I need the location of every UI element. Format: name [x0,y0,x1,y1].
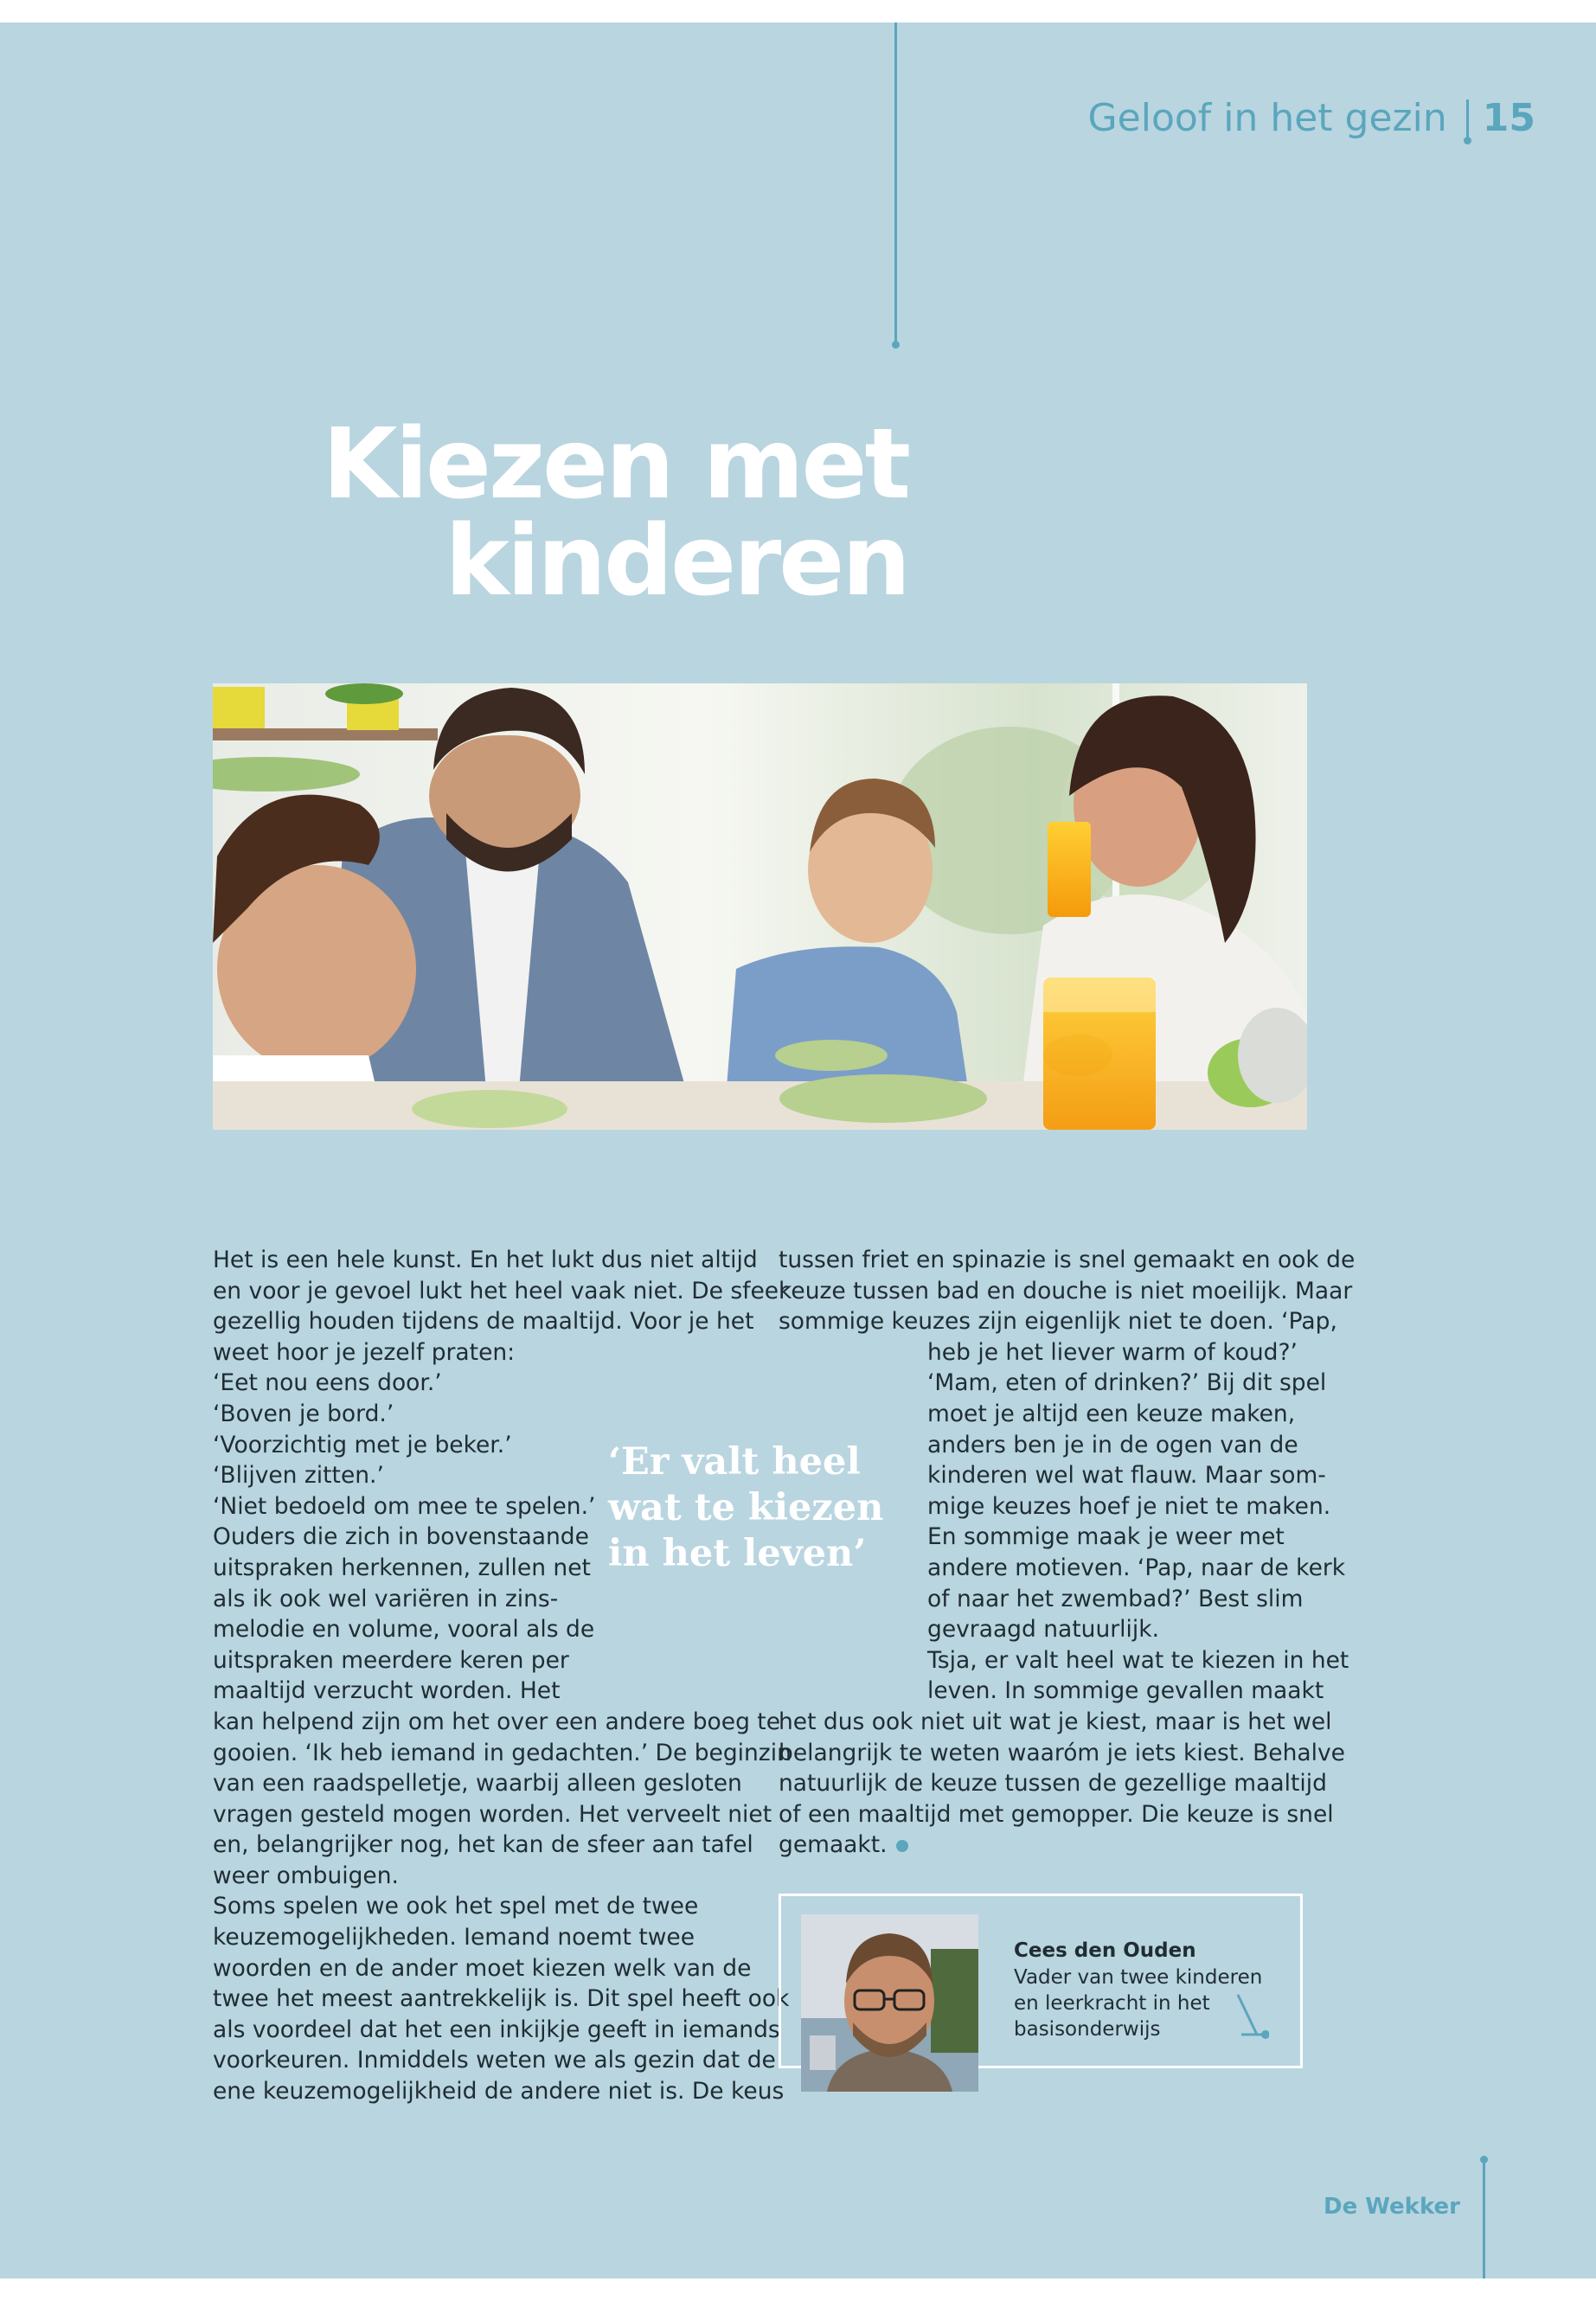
text-line: andere motieven. ‘Pap, naar de kerk [927,1554,1346,1581]
author-box [779,1894,1303,2068]
text-line: gooien. ‘Ik heb iemand in gedachten.’ De beginzin [213,1739,792,1766]
text-line: natuurlijk de keuze tussen de gezellige maaltijd [779,1770,1327,1798]
text-line: ‘Niet bedoeld om mee te spelen.’ [213,1492,596,1520]
top-divider-dot [892,341,900,349]
author-role-line: Vader van twee kinderen [1014,1966,1263,1989]
section-header [1088,96,1535,140]
text-line: woorden en de ander moet kiezen welk van de [213,1954,752,1982]
pull-quote-line: ‘Er valt heel [608,1440,861,1484]
pull-quote-line: in het leven’ [608,1532,867,1575]
text-line: melodie en volume, vooral als de [213,1616,595,1644]
publication-name: De Wekker [1324,2194,1460,2220]
text-line: kan helpend zijn om het over een andere boeg te [213,1708,781,1735]
text-line: vragen gesteld mogen worden. Het verveelt niet [213,1800,772,1828]
page-number: 15 [1482,96,1535,140]
text-line: Tsja, er valt heel wat te kiezen in het [927,1646,1349,1674]
text-line: leven. In sommige gevallen maakt [927,1677,1324,1705]
article-title [322,408,908,618]
text-line: ‘Blijven zitten.’ [213,1462,384,1490]
section-title: Geloof in het gezin [1087,96,1447,140]
text-line: weer ombuigen. [213,1862,399,1889]
text-line: en voor je gevoel lukt het heel vaak niet. De sfeer [213,1277,788,1304]
text-line: keuze tussen bad en douche is niet moeilijk. Maar [779,1277,1353,1304]
text-line: uitspraken herkennen, zullen net [213,1554,591,1581]
text-line: anders ben je in de ogen van de [927,1431,1298,1458]
author-role-line: en leerkracht in het [1014,1992,1210,2015]
text-line: als ik ook wel variëren in zins- [213,1585,559,1612]
text-line-last [779,1830,1306,1861]
header-separator [1466,99,1469,138]
text-line: gevraagd natuurlijk. [927,1616,1160,1644]
text-line: ene keuzemogelijkheid de andere niet is. De keus [213,2078,785,2106]
text-line: voorkeuren. Inmiddels weten we als gezin dat de [213,2047,776,2074]
text-line: heb je het liever warm of koud?’ [927,1338,1298,1366]
text-line: twee het meest aantrekkelijk is. Dit spel heeft ook [213,1985,790,2013]
author-name: Cees den Ouden [1014,1939,1196,1962]
article-column-2 [779,1245,1356,1861]
end-of-article-dot-icon [896,1840,908,1852]
text-line: keuzemogelijkheden. Iemand noemt twee [213,1924,695,1952]
title-line-1: Kiezen met [322,408,908,521]
text-line: of naar het zwembad?’ Best slim [927,1585,1304,1612]
author-role-line: basisonderwijs [1014,2018,1161,2041]
text-line: En sommige maak je weer met [927,1523,1285,1551]
author-info [1014,1937,1262,2042]
text-line: en, belangrijker nog, het kan de sfeer aan tafel [213,1831,753,1859]
magazine-page [0,22,1596,2279]
family-dinner-photo [213,683,1307,1130]
text-line: of een maaltijd met gemopper. Die keuze is snel [779,1800,1334,1828]
author-photo [801,1914,978,2092]
text-line: het dus ook niet uit wat je kiest, maar is het wel [779,1708,1332,1735]
text-line: tussen friet en spinazie is snel gemaakt en ook de [779,1247,1356,1273]
text-line: moet je altijd een keuze maken, [927,1400,1296,1427]
text-line: ‘Boven je bord.’ [213,1400,394,1427]
text-line: ‘Eet nou eens door.’ [213,1369,442,1397]
text-line: uitspraken meerdere keren per [213,1646,569,1674]
text-line: kinderen wel wat flauw. Maar som- [927,1462,1326,1490]
text-line: ‘Mam, eten of drinken?’ Bij dit spel [927,1369,1327,1397]
text-line: sommige keuzes zijn eigenlijk niet te doen. ‘Pap, [779,1308,1337,1336]
text-line: belangrijk te weten waaróm je iets kiest. Behalve [779,1739,1345,1766]
text-line: maaltijd verzucht worden. Het [213,1677,561,1705]
text-line: van een raadspelletje, waarbij alleen gesloten [213,1770,742,1798]
top-divider-line [894,22,897,344]
text-line: Ouders die zich in bovenstaande [213,1523,589,1551]
text-line: ‘Voorzichtig met je beker.’ [213,1431,512,1458]
text-line: Soms spelen we ook het spel met de twee [213,1893,699,1920]
text-line: weet hoor je jezelf praten: [213,1338,516,1366]
text-line: gezellig houden tijdens de maaltijd. Voor je het [213,1308,754,1336]
text-line: mige keuzes hoef je niet te maken. [927,1492,1331,1520]
diagonal-arrow-icon [1234,1991,1269,2040]
pull-quote-line: wat te kiezen [608,1486,884,1529]
title-line-2: kinderen [445,505,908,618]
text-line: Het is een hele kunst. En het lukt dus niet altijd [213,1247,758,1273]
text-line: als voordeel dat het een inkijkje geeft in iemands [213,2016,780,2043]
text-line-last-text: gemaakt. [779,1831,888,1859]
footer-divider-line [1483,2159,1485,2279]
